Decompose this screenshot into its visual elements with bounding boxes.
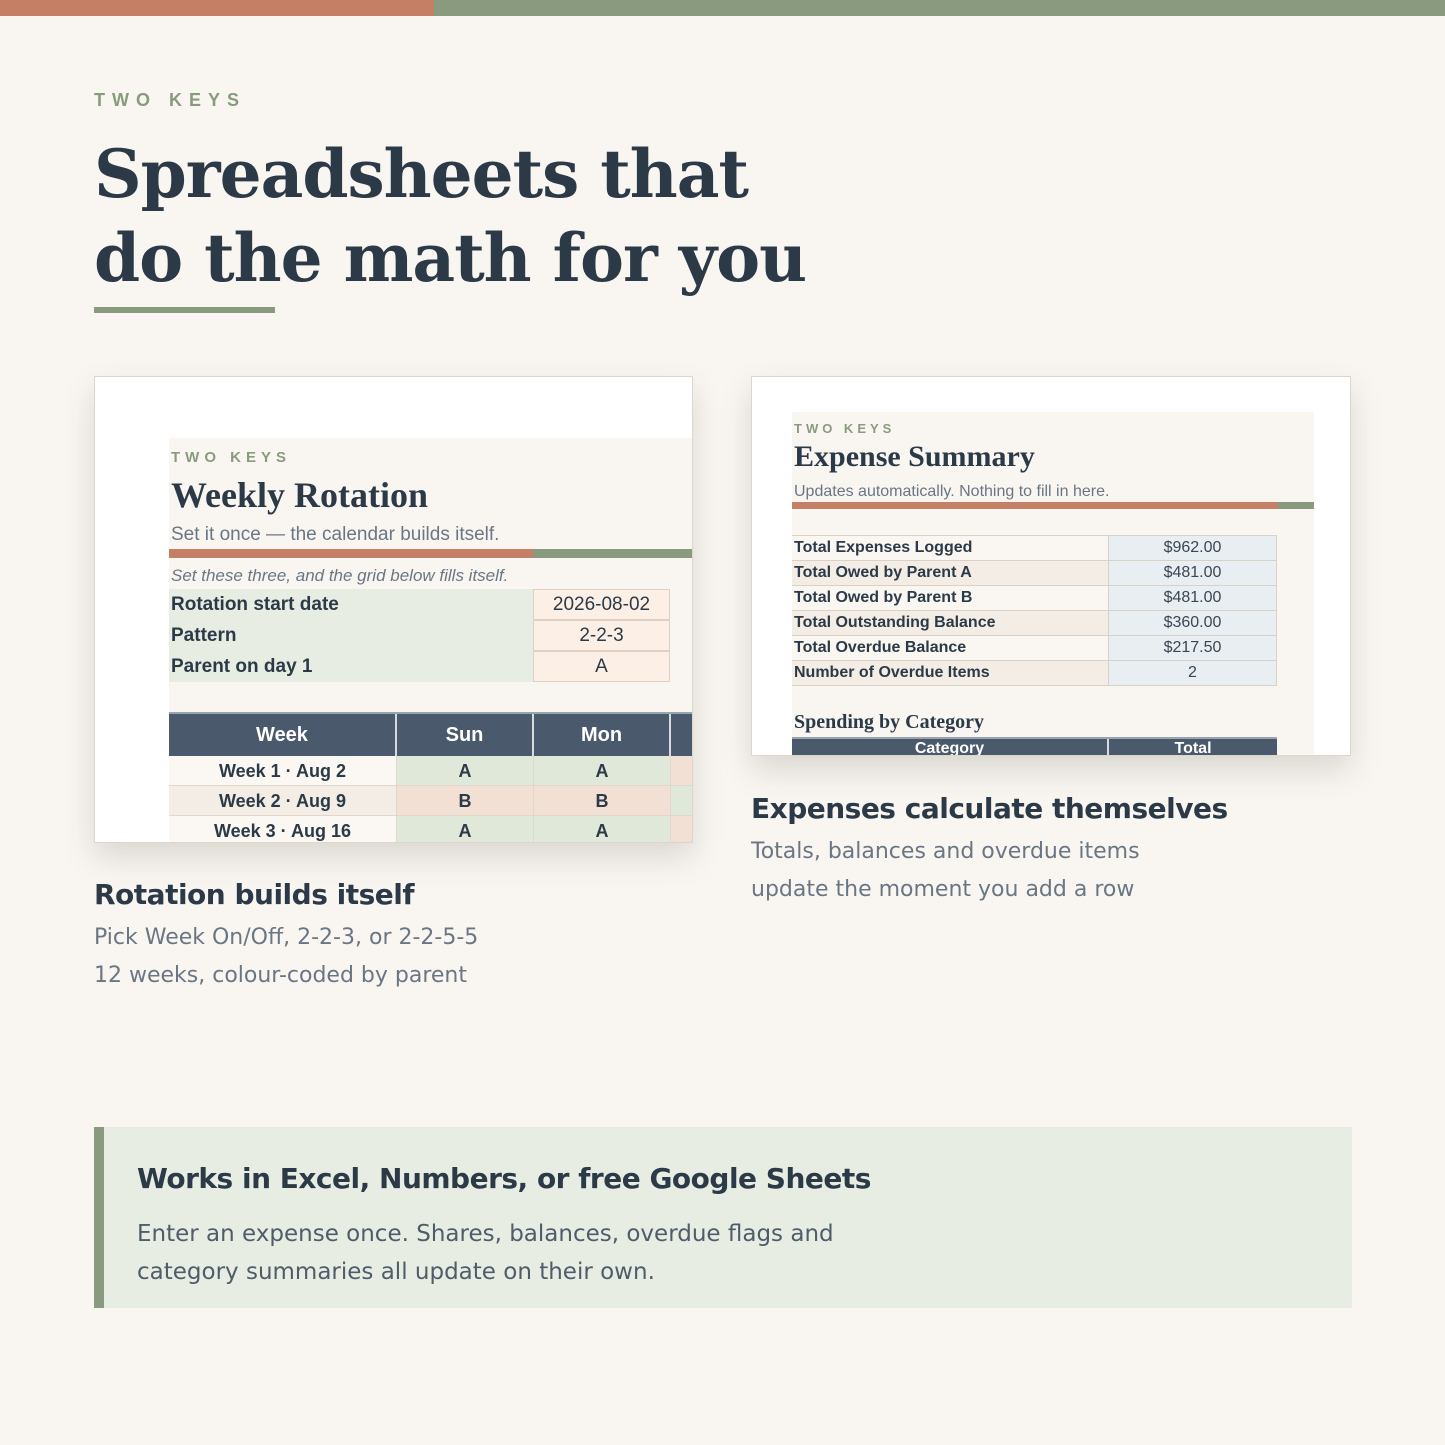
expense-caption-title: Expenses calculate themselves: [751, 792, 1228, 825]
callout-title: Works in Excel, Numbers, or free Google Sheets: [137, 1162, 871, 1195]
page-headline: [94, 132, 806, 300]
summary-value: $217.50: [1109, 636, 1277, 660]
rotation-sheet-note: Set these three, and the grid below fills itself.: [171, 566, 509, 585]
expense-sheet-rule: [792, 502, 1314, 509]
parent-cell: A: [534, 816, 671, 843]
compatibility-callout: [94, 1127, 1352, 1308]
summary-label: Total Owed by Parent B: [792, 586, 1109, 610]
summary-value: $360.00: [1109, 611, 1277, 635]
rotation-caption-line-2: 12 weeks, colour-coded by parent: [94, 963, 467, 988]
table-row: [169, 816, 693, 843]
parent-cell: A: [397, 756, 534, 785]
expense-sheet-eyebrow: TWO KEYS: [794, 421, 896, 436]
brand-eyebrow: TWO KEYS: [94, 90, 247, 110]
table-row: [792, 661, 1277, 686]
top-accent-terracotta: [0, 0, 434, 16]
summary-label: Total Outstanding Balance: [792, 611, 1109, 635]
week-cell: Week 2 · Aug 9: [169, 786, 397, 815]
rotation-sheet-subtitle: Set it once — the calendar builds itself.: [171, 524, 500, 545]
table-row: [792, 636, 1277, 661]
rotation-grid-header: [169, 712, 693, 756]
rotation-grid: [169, 712, 693, 843]
setting-label: Pattern: [169, 620, 533, 651]
setting-label: Rotation start date: [169, 589, 533, 620]
rotation-settings: [169, 589, 670, 682]
column-header-more: [671, 714, 693, 756]
summary-label: Total Overdue Balance: [792, 636, 1109, 660]
expense-sheet: [792, 412, 1314, 756]
setting-row: [169, 651, 670, 682]
rotation-preview-card: [94, 376, 693, 843]
setting-label: Parent on day 1: [169, 651, 533, 682]
expense-caption-line-1: Totals, balances and overdue items: [751, 839, 1140, 864]
rotation-sheet-rule: [169, 549, 693, 558]
category-section-title: Spending by Category: [794, 711, 985, 733]
parent-cell: B: [534, 786, 671, 815]
headline-underline: [94, 307, 275, 313]
parent-cell: [671, 756, 693, 785]
headline-line-1: Spreadsheets that: [94, 135, 748, 213]
column-header-category: Category: [792, 739, 1109, 756]
table-row: [792, 586, 1277, 611]
category-table-header: [792, 737, 1277, 756]
table-row: [792, 561, 1277, 586]
expense-sheet-title: Expense Summary: [794, 440, 1035, 473]
table-row: [792, 536, 1277, 561]
summary-label: Number of Overdue Items: [792, 661, 1109, 685]
parent-cell: B: [397, 786, 534, 815]
callout-text: [137, 1215, 937, 1291]
column-header-sun: Sun: [397, 714, 534, 756]
expense-sheet-subtitle: Updates automatically. Nothing to fill in here.: [794, 483, 1110, 500]
table-row: [792, 611, 1277, 636]
rotation-caption-title: Rotation builds itself: [94, 878, 415, 911]
expense-summary-table: [792, 535, 1277, 686]
week-cell: Week 1 · Aug 2: [169, 756, 397, 785]
column-header-week: Week: [169, 714, 397, 756]
summary-value: $481.00: [1109, 561, 1277, 585]
setting-start-date-cell[interactable]: 2026-08-02: [533, 589, 670, 620]
rotation-sheet: [169, 438, 693, 843]
summary-value: $481.00: [1109, 586, 1277, 610]
rotation-sheet-eyebrow: TWO KEYS: [171, 449, 292, 466]
setting-row: [169, 589, 670, 620]
column-header-mon: Mon: [534, 714, 671, 756]
setting-pattern-cell[interactable]: 2-2-3: [533, 620, 670, 651]
headline-line-2: do the math for you: [94, 219, 807, 297]
table-row: [169, 756, 693, 786]
summary-value: 2: [1109, 661, 1277, 685]
summary-value: $962.00: [1109, 536, 1277, 560]
rotation-caption-line-1: Pick Week On/Off, 2-2-3, or 2-2-5-5: [94, 925, 479, 950]
rotation-sheet-title: Weekly Rotation: [171, 475, 428, 515]
top-accent-bar: [0, 0, 1445, 16]
table-row: [169, 786, 693, 816]
parent-cell: A: [534, 756, 671, 785]
summary-label: Total Expenses Logged: [792, 536, 1109, 560]
setting-row: [169, 620, 670, 651]
top-accent-sage: [434, 0, 1445, 16]
column-header-total: Total: [1174, 740, 1212, 756]
expense-caption-line-2: update the moment you add a row: [751, 877, 1135, 902]
summary-label: Total Owed by Parent A: [792, 561, 1109, 585]
expense-preview-card: [751, 376, 1351, 756]
setting-parent-day1-cell[interactable]: A: [533, 651, 670, 682]
week-cell: Week 3 · Aug 16: [169, 816, 397, 843]
callout-line-2: category summaries all update on their own.: [137, 1259, 655, 1285]
parent-cell: [671, 786, 693, 815]
parent-cell: A: [397, 816, 534, 843]
callout-line-1: Enter an expense once. Shares, balances, overdue flags and: [137, 1221, 834, 1247]
parent-cell: [671, 816, 693, 843]
